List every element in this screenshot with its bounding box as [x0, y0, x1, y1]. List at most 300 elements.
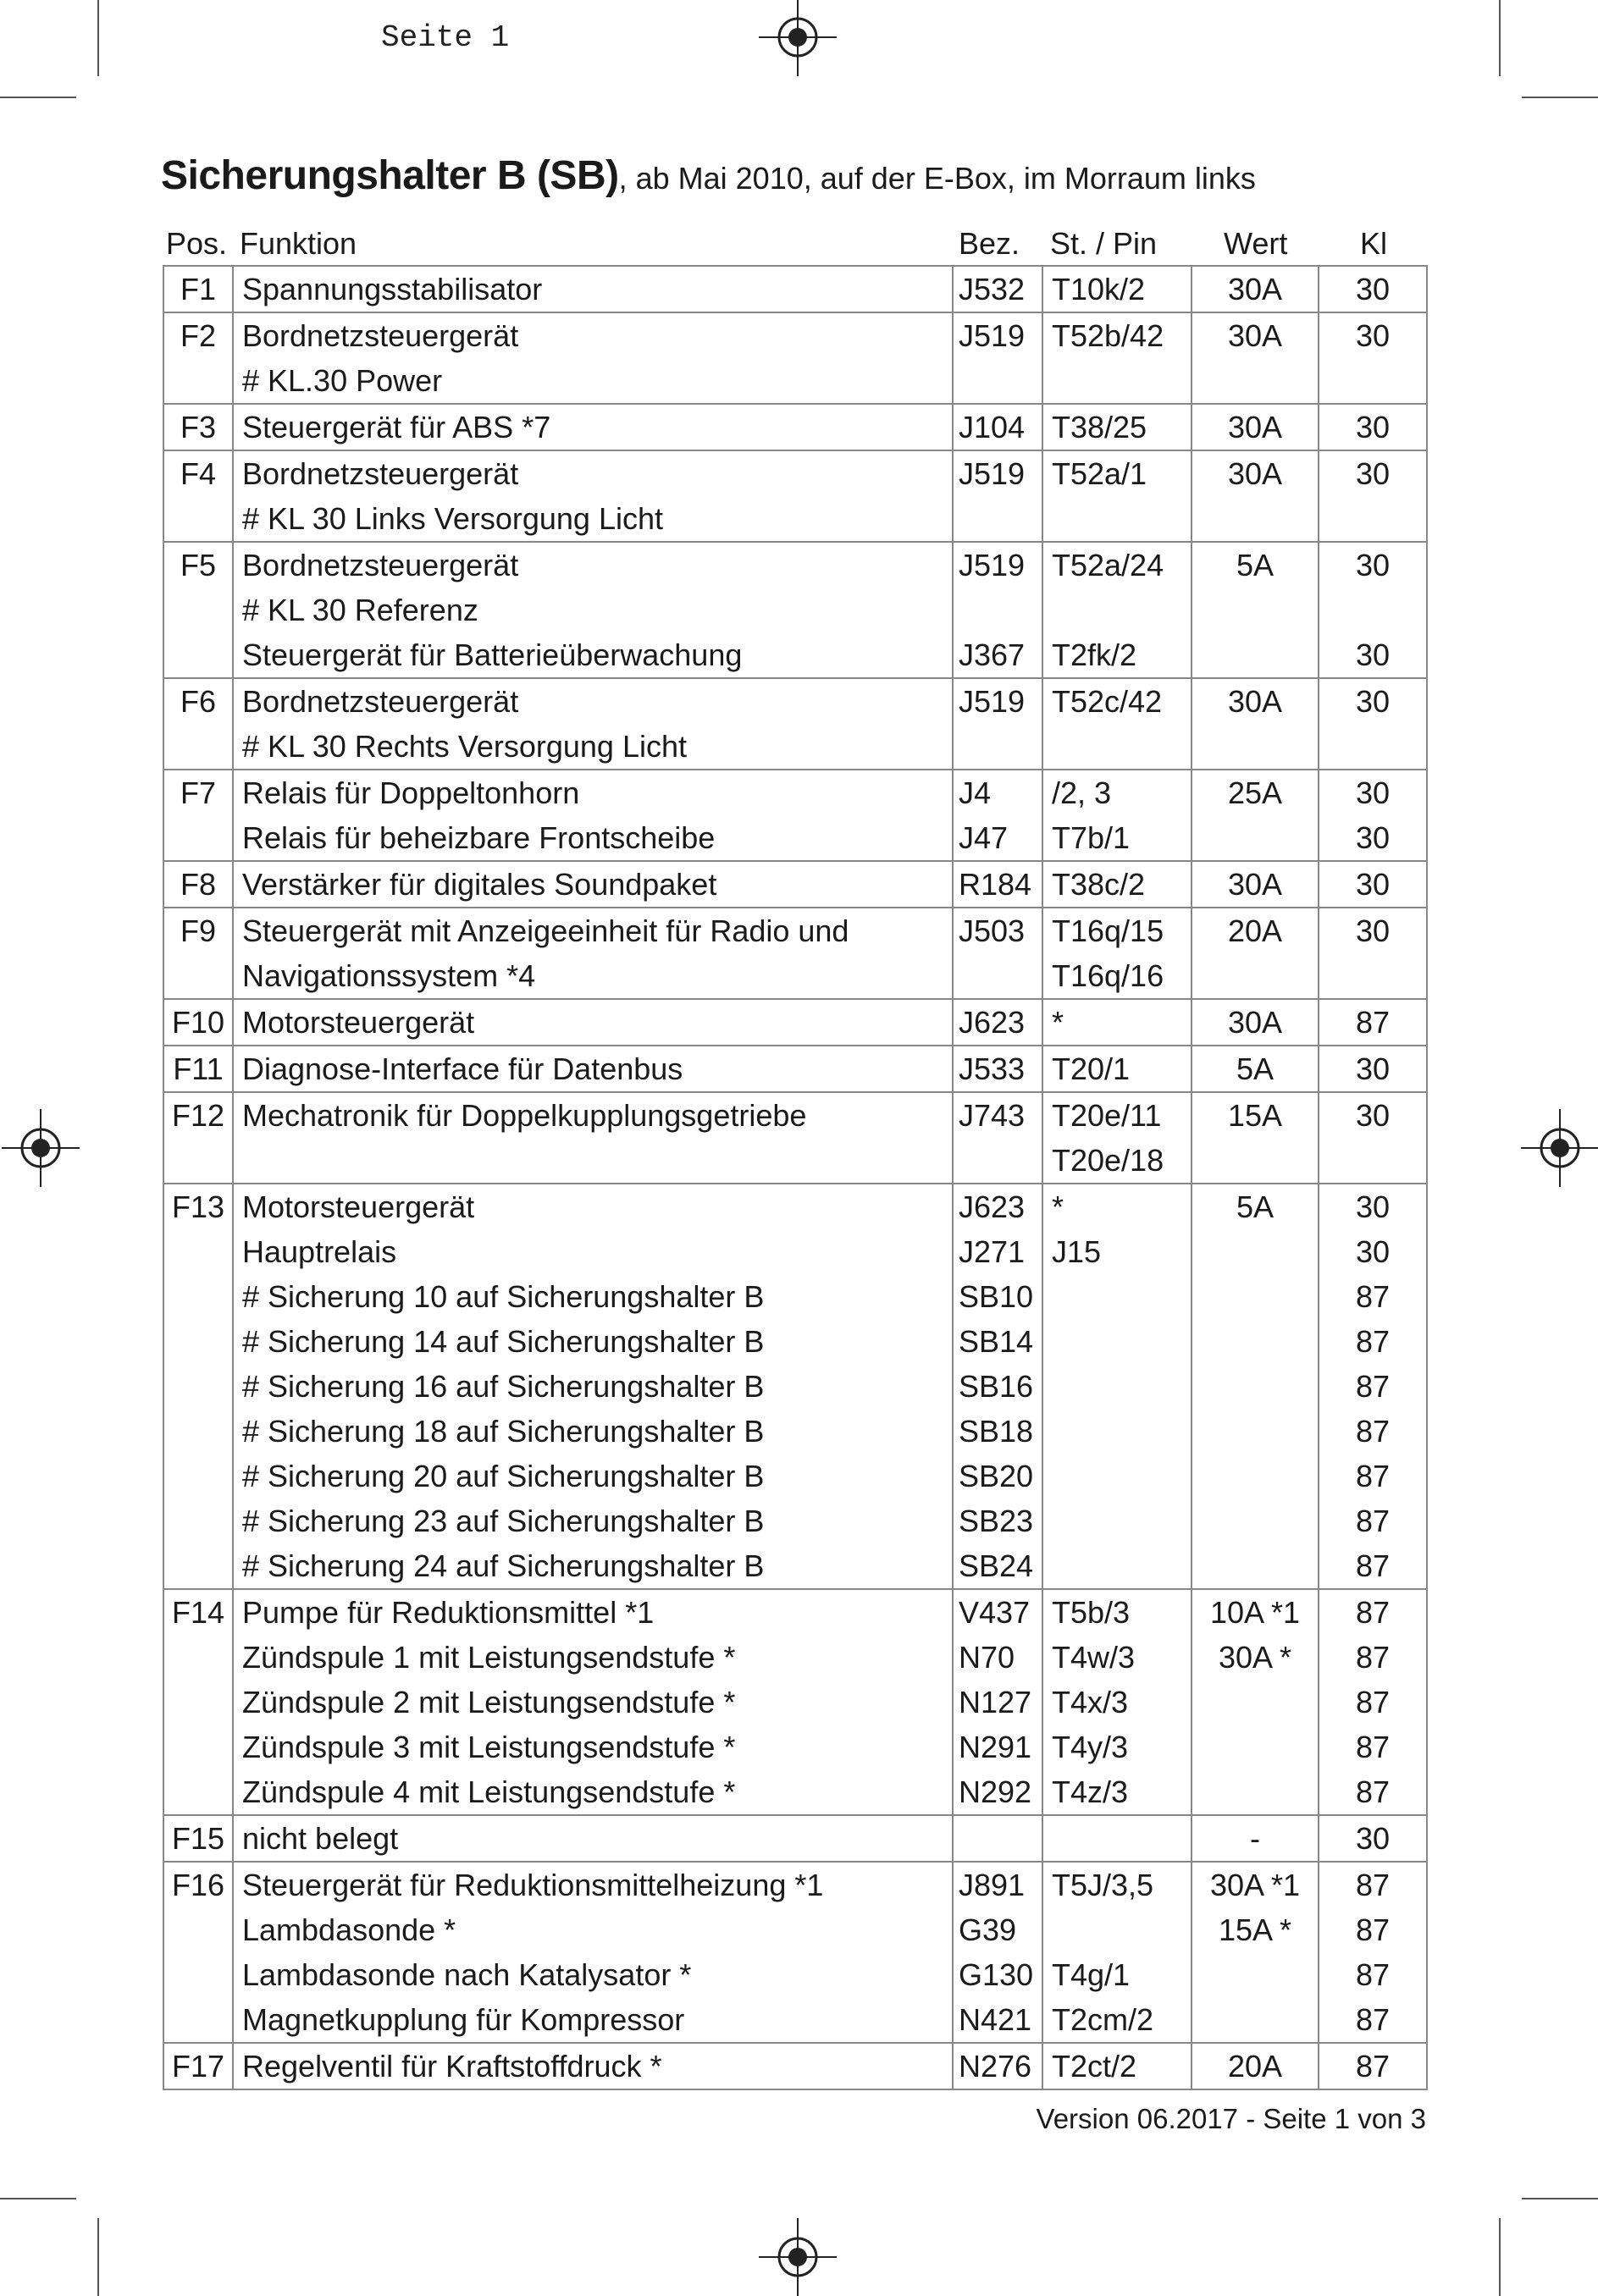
cell-wert: 15A *	[1192, 1907, 1319, 1952]
cell-funktion: Hauptrelais	[233, 1229, 953, 1274]
cell-kl: 30	[1319, 312, 1427, 358]
cell-bez: N276	[953, 2043, 1042, 2089]
cell-kl: 87	[1319, 2043, 1427, 2089]
fuse-group	[163, 542, 1427, 678]
cell-pin: T20/1	[1042, 1046, 1192, 1092]
crop-mark	[97, 2218, 99, 2296]
fuse-group	[163, 2043, 1427, 2089]
cell-pin: *	[1042, 1184, 1192, 1229]
crop-mark	[1522, 2198, 1598, 2199]
cell-kl: 87	[1319, 1274, 1427, 1319]
registration-mark-icon	[1521, 1109, 1598, 1187]
cell-bez: N70	[953, 1635, 1042, 1680]
cell-bez: J104	[953, 404, 1042, 450]
cell-pos	[163, 1364, 233, 1409]
column-header-bez: Bez.	[959, 226, 1020, 261]
cell-pos	[163, 1319, 233, 1364]
cell-bez: J519	[953, 450, 1042, 496]
cell-kl: 30	[1319, 542, 1427, 588]
table-row	[163, 1092, 1427, 1138]
table-row	[163, 1769, 1427, 1815]
cell-kl	[1319, 496, 1427, 542]
cell-wert: 20A	[1192, 908, 1319, 953]
title-bold: Sicherungshalter B (SB)	[161, 153, 619, 198]
cell-funktion: Verstärker für digitales Soundpaket	[233, 861, 953, 908]
cell-wert: 30A	[1192, 450, 1319, 496]
fuse-group	[163, 450, 1427, 542]
cell-bez: J47	[953, 815, 1042, 861]
cell-pos: F9	[163, 908, 233, 953]
cell-wert: 30A	[1192, 861, 1319, 908]
cell-pos	[163, 724, 233, 770]
fuse-group	[163, 770, 1427, 861]
cell-pos	[163, 815, 233, 861]
cell-bez: J891	[953, 1862, 1042, 1907]
table-row	[163, 678, 1427, 724]
cell-kl	[1319, 953, 1427, 999]
cell-pin	[1042, 1498, 1192, 1543]
cell-wert	[1192, 1364, 1319, 1409]
cell-bez: J533	[953, 1046, 1042, 1092]
cell-pos: F14	[163, 1589, 233, 1635]
cell-pin: T4g/1	[1042, 1952, 1192, 1997]
cell-bez: N127	[953, 1680, 1042, 1725]
cell-funktion: Bordnetzsteuergerät	[233, 542, 953, 588]
cell-funktion: # Sicherung 20 auf Sicherungshalter B	[233, 1454, 953, 1498]
cell-bez: J532	[953, 266, 1042, 312]
cell-wert	[1192, 1409, 1319, 1454]
cell-pin: T20e/11	[1042, 1092, 1192, 1138]
cell-kl: 30	[1319, 1046, 1427, 1092]
table-row	[163, 815, 1427, 861]
cell-pos	[163, 1543, 233, 1589]
cell-kl: 30	[1319, 266, 1427, 312]
cell-pin: /2, 3	[1042, 770, 1192, 815]
cell-bez: J367	[953, 632, 1042, 678]
cell-bez: V437	[953, 1589, 1042, 1635]
cell-bez: N291	[953, 1725, 1042, 1769]
cell-pin: T20e/18	[1042, 1138, 1192, 1184]
cell-pin: T4x/3	[1042, 1680, 1192, 1725]
cell-funktion: Steuergerät für Batterieüberwachung	[233, 632, 953, 678]
cell-bez	[953, 953, 1042, 999]
cell-kl	[1319, 588, 1427, 632]
registration-mark-icon	[759, 0, 837, 76]
cell-funktion: Steuergerät für ABS *7	[233, 404, 953, 450]
table-row	[163, 999, 1427, 1046]
cell-kl: 30	[1319, 1184, 1427, 1229]
cell-bez: SB24	[953, 1543, 1042, 1589]
cell-kl: 30	[1319, 1229, 1427, 1274]
cell-kl: 30	[1319, 1815, 1427, 1862]
cell-funktion: Motorsteuergerät	[233, 1184, 953, 1229]
table-row	[163, 1589, 1427, 1635]
table-row	[163, 1862, 1427, 1907]
cell-pin: T52b/42	[1042, 312, 1192, 358]
cell-pin	[1042, 496, 1192, 542]
cell-kl: 30	[1319, 861, 1427, 908]
cell-funktion: Bordnetzsteuergerät	[233, 450, 953, 496]
cell-pin: T52a/24	[1042, 542, 1192, 588]
cell-funktion: Lambdasonde nach Katalysator *	[233, 1952, 953, 1997]
table-row	[163, 1815, 1427, 1862]
cell-wert: 15A	[1192, 1092, 1319, 1138]
crop-mark	[0, 97, 76, 98]
cell-pos	[163, 1907, 233, 1952]
fuse-group	[163, 678, 1427, 770]
cell-pos	[163, 1274, 233, 1319]
cell-pin: T2ct/2	[1042, 2043, 1192, 2089]
table-row	[163, 404, 1427, 450]
cell-funktion: Relais für Doppeltonhorn	[233, 770, 953, 815]
cell-wert	[1192, 632, 1319, 678]
table-row	[163, 1364, 1427, 1409]
cell-wert: 30A	[1192, 312, 1319, 358]
crop-mark	[0, 2198, 76, 2199]
fuse-group	[163, 1815, 1427, 1862]
table-row	[163, 1229, 1427, 1274]
cell-pos	[163, 496, 233, 542]
cell-pin: T16q/15	[1042, 908, 1192, 953]
cell-bez: SB18	[953, 1409, 1042, 1454]
fuse-group	[163, 1184, 1427, 1589]
cell-bez: SB23	[953, 1498, 1042, 1543]
cell-funktion: Steuergerät für Reduktionsmittelheizung *1	[233, 1862, 953, 1907]
cell-pos: F2	[163, 312, 233, 358]
cell-pin: J15	[1042, 1229, 1192, 1274]
title-rest: , ab Mai 2010, auf der E-Box, im Morraum links	[618, 161, 1256, 196]
fuse-group	[163, 1589, 1427, 1815]
cell-funktion: # KL 30 Referenz	[233, 588, 953, 632]
cell-bez: J519	[953, 542, 1042, 588]
fuse-group	[163, 999, 1427, 1046]
cell-bez: J519	[953, 312, 1042, 358]
table-row	[163, 861, 1427, 908]
cell-kl: 87	[1319, 1952, 1427, 1997]
table-row	[163, 1680, 1427, 1725]
cell-wert: 30A *1	[1192, 1862, 1319, 1907]
cell-pos: F11	[163, 1046, 233, 1092]
cell-pos: F6	[163, 678, 233, 724]
fuse-group	[163, 1862, 1427, 2043]
cell-funktion: Mechatronik für Doppelkupplungsgetriebe	[233, 1092, 953, 1138]
column-header-pin: St. / Pin	[1050, 226, 1158, 261]
table-row	[163, 953, 1427, 999]
cell-bez: G39	[953, 1907, 1042, 1952]
cell-funktion: # Sicherung 24 auf Sicherungshalter B	[233, 1543, 953, 1589]
cell-pos	[163, 632, 233, 678]
cell-bez	[953, 724, 1042, 770]
column-header-pos: Pos.	[166, 226, 228, 261]
table-row	[163, 1319, 1427, 1364]
cell-pin: T38c/2	[1042, 861, 1192, 908]
cell-wert: 30A	[1192, 999, 1319, 1046]
cell-pos: F12	[163, 1092, 233, 1138]
cell-pos: F16	[163, 1862, 233, 1907]
cell-funktion: Zündspule 1 mit Leistungsendstufe *	[233, 1635, 953, 1680]
cell-pos: F4	[163, 450, 233, 496]
cell-wert	[1192, 815, 1319, 861]
cell-funktion: # Sicherung 14 auf Sicherungshalter B	[233, 1319, 953, 1364]
cell-pos	[163, 358, 233, 404]
cell-pin: T16q/16	[1042, 953, 1192, 999]
crop-mark	[1499, 2218, 1501, 2296]
cell-pos	[163, 1454, 233, 1498]
cell-funktion: nicht belegt	[233, 1815, 953, 1862]
cell-pos	[163, 1229, 233, 1274]
cell-wert	[1192, 1997, 1319, 2043]
cell-kl: 30	[1319, 770, 1427, 815]
column-header-kl: Kl	[1360, 226, 1388, 261]
cell-pin: T52a/1	[1042, 450, 1192, 496]
cell-kl: 87	[1319, 1498, 1427, 1543]
cell-funktion: Zündspule 4 mit Leistungsendstufe *	[233, 1769, 953, 1815]
cell-pos	[163, 1409, 233, 1454]
cell-bez: SB14	[953, 1319, 1042, 1364]
cell-bez	[953, 358, 1042, 404]
cell-pos: F7	[163, 770, 233, 815]
cell-wert: 10A *1	[1192, 1589, 1319, 1635]
cell-funktion: Motorsteuergerät	[233, 999, 953, 1046]
cell-bez	[953, 1815, 1042, 1862]
cell-wert	[1192, 496, 1319, 542]
cell-wert	[1192, 1952, 1319, 1997]
cell-pin: T4w/3	[1042, 1635, 1192, 1680]
cell-wert	[1192, 588, 1319, 632]
cell-kl: 30	[1319, 678, 1427, 724]
table-row	[163, 1454, 1427, 1498]
cell-wert	[1192, 1274, 1319, 1319]
cell-wert	[1192, 1769, 1319, 1815]
table-row	[163, 588, 1427, 632]
cell-pos	[163, 1997, 233, 2043]
cell-funktion: # Sicherung 23 auf Sicherungshalter B	[233, 1498, 953, 1543]
cell-funktion: Bordnetzsteuergerät	[233, 678, 953, 724]
cell-wert: 25A	[1192, 770, 1319, 815]
cell-pin: T10k/2	[1042, 266, 1192, 312]
cell-pin: T2cm/2	[1042, 1997, 1192, 2043]
cell-funktion: # Sicherung 18 auf Sicherungshalter B	[233, 1409, 953, 1454]
cell-bez	[953, 496, 1042, 542]
cell-pin	[1042, 1454, 1192, 1498]
cell-kl: 87	[1319, 999, 1427, 1046]
cell-pin	[1042, 358, 1192, 404]
cell-kl: 87	[1319, 1454, 1427, 1498]
cell-pin	[1042, 1319, 1192, 1364]
cell-pos	[163, 953, 233, 999]
table-row	[163, 312, 1427, 358]
crop-mark	[97, 0, 99, 76]
cell-pin	[1042, 1409, 1192, 1454]
cell-funktion: Diagnose-Interface für Datenbus	[233, 1046, 953, 1092]
table-row	[163, 496, 1427, 542]
table-row	[163, 1138, 1427, 1184]
cell-wert	[1192, 724, 1319, 770]
cell-funktion: # Sicherung 10 auf Sicherungshalter B	[233, 1274, 953, 1319]
fuse-table	[163, 265, 1428, 2090]
fuse-group	[163, 266, 1427, 312]
cell-pos: F3	[163, 404, 233, 450]
table-row	[163, 1997, 1427, 2043]
cell-pos: F13	[163, 1184, 233, 1229]
crop-mark	[1499, 0, 1501, 76]
table-row	[163, 1046, 1427, 1092]
table-row	[163, 1725, 1427, 1769]
cell-bez	[953, 1138, 1042, 1184]
cell-wert	[1192, 1680, 1319, 1725]
cell-pos	[163, 1725, 233, 1769]
cell-bez: SB16	[953, 1364, 1042, 1409]
cell-pin	[1042, 1274, 1192, 1319]
table-row	[163, 266, 1427, 312]
cell-pos: F8	[163, 861, 233, 908]
cell-pos	[163, 1498, 233, 1543]
cell-bez: J503	[953, 908, 1042, 953]
cell-pin	[1042, 1543, 1192, 1589]
footer-version: Version 06.2017 - Seite 1 von 3	[1036, 2103, 1426, 2134]
cell-kl: 87	[1319, 1769, 1427, 1815]
cell-bez: R184	[953, 861, 1042, 908]
fuse-group	[163, 861, 1427, 908]
cell-kl: 87	[1319, 1364, 1427, 1409]
cell-pos: F15	[163, 1815, 233, 1862]
fuse-group	[163, 1092, 1427, 1184]
cell-funktion: Navigationssystem *4	[233, 953, 953, 999]
cell-wert: 20A	[1192, 2043, 1319, 2089]
cell-funktion: Pumpe für Reduktionsmittel *1	[233, 1589, 953, 1635]
fuse-group	[163, 1046, 1427, 1092]
cell-funktion: # KL 30 Links Versorgung Licht	[233, 496, 953, 542]
cell-wert: 30A	[1192, 678, 1319, 724]
table-row	[163, 770, 1427, 815]
cell-pos	[163, 1769, 233, 1815]
cell-kl: 87	[1319, 1319, 1427, 1364]
cell-pos	[163, 1635, 233, 1680]
table-row	[163, 1907, 1427, 1952]
table-row	[163, 632, 1427, 678]
table-row	[163, 1635, 1427, 1680]
cell-funktion: # Sicherung 16 auf Sicherungshalter B	[233, 1364, 953, 1409]
cell-funktion: # KL 30 Rechts Versorgung Licht	[233, 724, 953, 770]
cell-bez: J623	[953, 1184, 1042, 1229]
cell-funktion: Bordnetzsteuergerät	[233, 312, 953, 358]
cell-kl: 87	[1319, 1862, 1427, 1907]
cell-bez: G130	[953, 1952, 1042, 1997]
cell-bez: J271	[953, 1229, 1042, 1274]
cell-kl	[1319, 724, 1427, 770]
cell-pin: *	[1042, 999, 1192, 1046]
page-label: Seite 1	[381, 20, 510, 55]
cell-funktion: Spannungsstabilisator	[233, 266, 953, 312]
cell-wert	[1192, 1319, 1319, 1364]
cell-pin: T52c/42	[1042, 678, 1192, 724]
cell-pos: F5	[163, 542, 233, 588]
cell-kl: 87	[1319, 1543, 1427, 1589]
table-row	[163, 450, 1427, 496]
table-row	[163, 1543, 1427, 1589]
cell-pos: F1	[163, 266, 233, 312]
cell-kl: 87	[1319, 1635, 1427, 1680]
cell-bez: N292	[953, 1769, 1042, 1815]
page-title	[161, 152, 1256, 199]
fuse-group	[163, 312, 1427, 404]
cell-bez: J519	[953, 678, 1042, 724]
cell-kl: 87	[1319, 1997, 1427, 2043]
cell-kl: 87	[1319, 1589, 1427, 1635]
cell-wert	[1192, 1229, 1319, 1274]
cell-wert	[1192, 953, 1319, 999]
cell-wert: -	[1192, 1815, 1319, 1862]
cell-wert	[1192, 1138, 1319, 1184]
column-header-funktion: Funktion	[240, 226, 357, 261]
cell-kl	[1319, 1138, 1427, 1184]
cell-wert: 5A	[1192, 1046, 1319, 1092]
cell-pos	[163, 588, 233, 632]
cell-wert	[1192, 358, 1319, 404]
cell-pin	[1042, 588, 1192, 632]
cell-funktion: Zündspule 2 mit Leistungsendstufe *	[233, 1680, 953, 1725]
cell-wert	[1192, 1543, 1319, 1589]
table-row	[163, 1952, 1427, 1997]
cell-wert	[1192, 1498, 1319, 1543]
cell-kl: 87	[1319, 1907, 1427, 1952]
cell-kl: 87	[1319, 1725, 1427, 1769]
column-header-wert: Wert	[1224, 226, 1288, 261]
cell-funktion: Zündspule 3 mit Leistungsendstufe *	[233, 1725, 953, 1769]
cell-pin: T5b/3	[1042, 1589, 1192, 1635]
cell-pin: T4y/3	[1042, 1725, 1192, 1769]
registration-mark-icon	[2, 1109, 80, 1187]
cell-kl: 30	[1319, 404, 1427, 450]
cell-funktion: Magnetkupplung für Kompressor	[233, 1997, 953, 2043]
cell-kl: 30	[1319, 632, 1427, 678]
cell-kl: 30	[1319, 1092, 1427, 1138]
cell-wert: 30A	[1192, 266, 1319, 312]
cell-funktion: Relais für beheizbare Frontscheibe	[233, 815, 953, 861]
table-row	[163, 1498, 1427, 1543]
cell-pos	[163, 1952, 233, 1997]
table-row	[163, 1409, 1427, 1454]
crop-mark	[1522, 97, 1598, 98]
table-row	[163, 1184, 1427, 1229]
cell-pin: T2fk/2	[1042, 632, 1192, 678]
cell-bez: SB10	[953, 1274, 1042, 1319]
cell-funktion: # KL.30 Power	[233, 358, 953, 404]
cell-wert	[1192, 1725, 1319, 1769]
cell-bez: J743	[953, 1092, 1042, 1138]
cell-pin	[1042, 1907, 1192, 1952]
cell-kl	[1319, 358, 1427, 404]
cell-pin: T5J/3,5	[1042, 1862, 1192, 1907]
cell-wert: 30A *	[1192, 1635, 1319, 1680]
cell-bez: N421	[953, 1997, 1042, 2043]
cell-pin	[1042, 1364, 1192, 1409]
cell-bez: J4	[953, 770, 1042, 815]
cell-wert: 5A	[1192, 542, 1319, 588]
registration-mark-icon	[759, 2218, 837, 2296]
table-row	[163, 724, 1427, 770]
fuse-group	[163, 908, 1427, 999]
table-row	[163, 542, 1427, 588]
cell-pin: T7b/1	[1042, 815, 1192, 861]
table-row	[163, 908, 1427, 953]
cell-wert: 30A	[1192, 404, 1319, 450]
cell-funktion	[233, 1138, 953, 1184]
cell-kl: 30	[1319, 450, 1427, 496]
cell-pos: F17	[163, 2043, 233, 2089]
cell-kl: 87	[1319, 1409, 1427, 1454]
cell-pin: T38/25	[1042, 404, 1192, 450]
